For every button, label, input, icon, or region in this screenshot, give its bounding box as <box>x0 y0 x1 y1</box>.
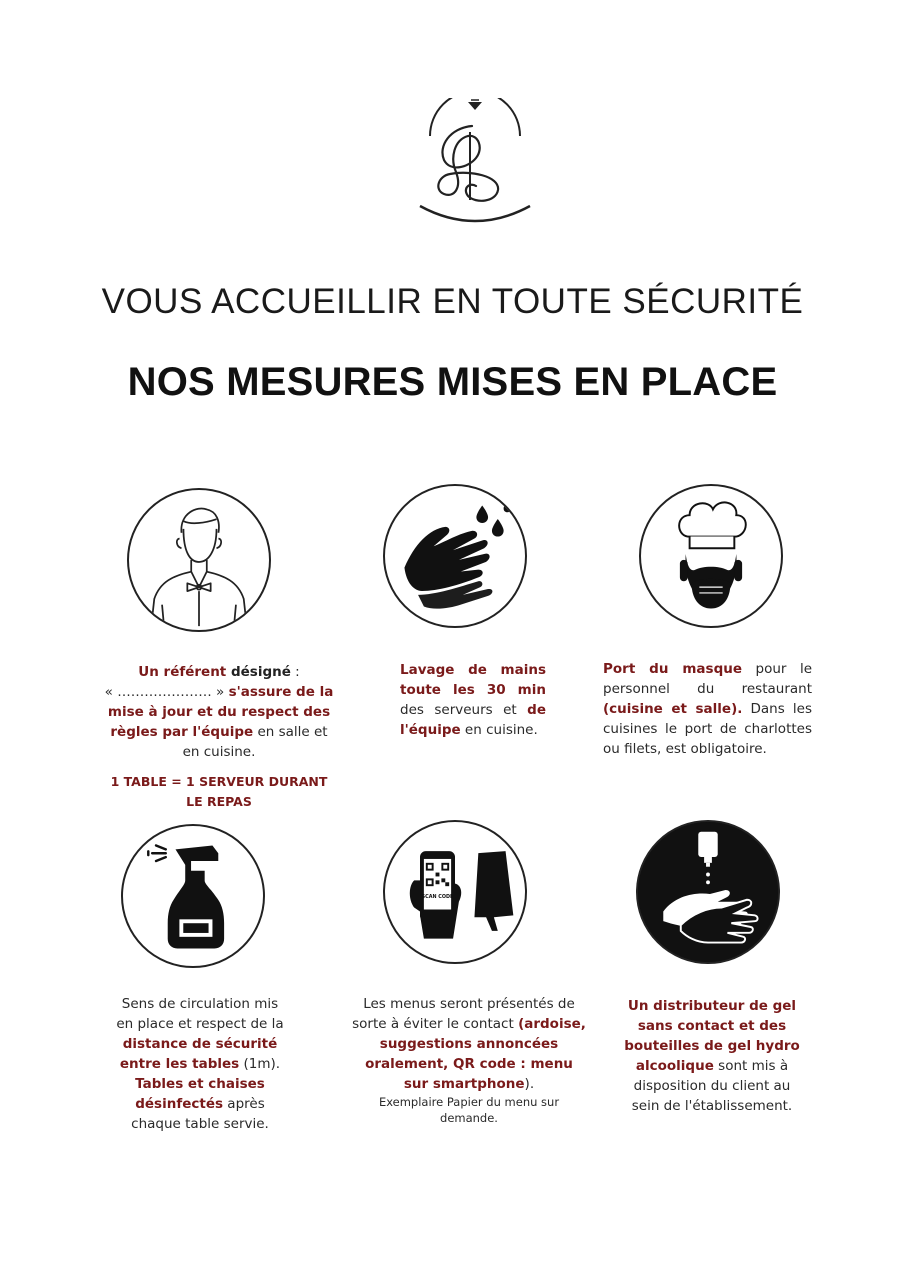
mask-label: Port du masque <box>603 661 743 677</box>
menus-text <box>352 994 586 1094</box>
spray-bottle-icon <box>121 824 265 968</box>
measure-referent-text <box>103 662 335 762</box>
qr-label: SCAN CODE <box>421 893 454 900</box>
measure-handwash <box>400 660 546 740</box>
referent-colon: : <box>290 664 300 680</box>
referent-placeholder: « ………………… » <box>104 684 229 700</box>
circulation-after: après chaque table servie. <box>131 1096 269 1132</box>
page-title: VOUS ACCUEILLIR EN TOUTE SÉCURITÉ <box>101 282 804 321</box>
measure-referent <box>103 662 335 812</box>
circulation-distance: distance de sécurité entre les tables <box>119 1036 278 1072</box>
circulation-text: Sens de circulation mis en place et respect de la <box>116 996 284 1032</box>
gel-dispenser-icon <box>636 820 780 964</box>
gel-availability: sont mis à disposition du client au sein de l'établissement. <box>631 1058 793 1114</box>
handwash-label: Lavage de mains toute les 30 min <box>400 662 546 698</box>
chef-mask-icon <box>639 484 783 628</box>
measure-menus <box>352 994 586 1126</box>
referent-role: s'assure de la mise à jour et du respect des règles par l'équipe <box>107 684 334 740</box>
circulation-meter: (1m). <box>239 1056 281 1072</box>
mask-where: (cuisine et salle). <box>603 701 743 717</box>
referent-scope: en salle et en cuisine. <box>182 724 328 760</box>
menus-paper: Exemplaire Papier du menu sur demande. <box>378 1095 560 1125</box>
menus-intro: Les menus seront présentés de sorte à éviter le contact <box>352 996 575 1032</box>
gel-label: Un distributeur de gel sans contact et des bouteilles de gel hydro alcoolique <box>624 998 800 1074</box>
menus-alternatives: (ardoise, suggestions annoncées oralement, QR code : menu sur smartphone <box>365 1016 586 1092</box>
table-rule: 1 TABLE = 1 SERVEUR DURANT LE REPAS <box>110 774 328 809</box>
mask-who: pour le personnel du restaurant <box>603 661 812 697</box>
qr-menu-icon <box>383 820 527 964</box>
handwash-team: de l'équipe <box>400 702 546 738</box>
menus-close: ). <box>524 1076 535 1092</box>
handwash-who: des serveurs et <box>400 702 528 718</box>
measure-mask <box>603 659 812 759</box>
measure-circulation <box>112 994 288 1134</box>
measure-gel <box>624 996 800 1116</box>
handwash-icon <box>383 484 527 628</box>
circulation-disinfect: Tables et chaises désinfectés <box>135 1076 265 1112</box>
page-subtitle: NOS MESURES MISES EN PLACE <box>127 360 778 404</box>
handwash-where: en cuisine. <box>460 722 538 738</box>
referent-designated: désigné <box>226 664 291 680</box>
referent-label: Un référent <box>138 664 227 680</box>
mask-kitchen-rule: Dans les cuisines le port de charlottes ou filets, est obligatoire. <box>603 701 812 757</box>
waiter-icon <box>127 488 271 632</box>
restaurant-logo <box>410 98 540 230</box>
